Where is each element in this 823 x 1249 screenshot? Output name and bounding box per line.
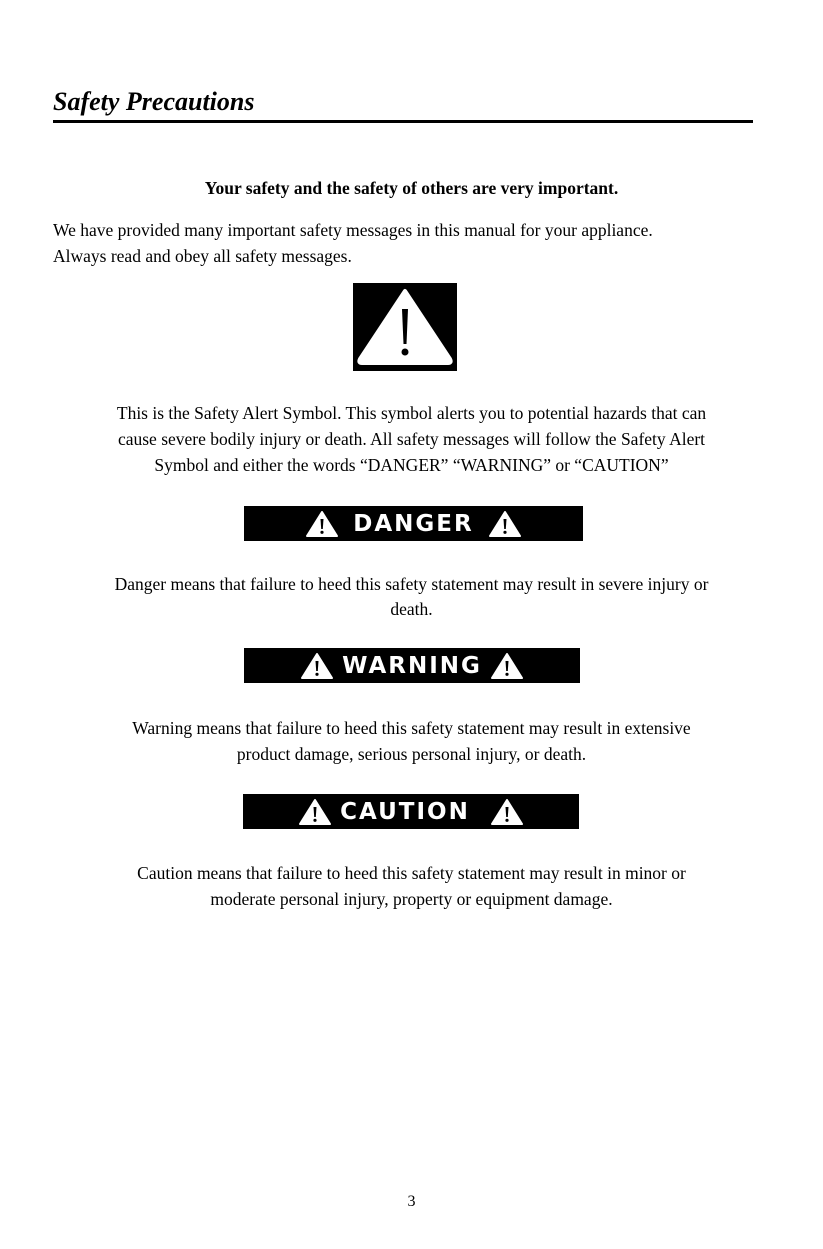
danger-banner (244, 506, 583, 541)
warning-label: WARNING (342, 652, 482, 679)
title-underline (53, 120, 753, 123)
warning-triangle-icon (490, 798, 524, 826)
intro-text-line-1: We have provided many important safety messages in this manual for your appliance. (53, 220, 653, 240)
page-number: 3 (407, 1193, 416, 1210)
caution-label: CAUTION (340, 798, 470, 825)
safety-importance-heading: Your safety and the safety of others are very important. (204, 178, 619, 198)
danger-description-line-1: Danger means that failure to heed this safety statement may result in severe injury or (114, 574, 709, 594)
warning-triangle-icon (298, 798, 332, 826)
alert-symbol-text-line-3: Symbol and either the words “DANGER” “WARNING” or “CAUTION” (154, 455, 669, 475)
warning-banner (244, 648, 580, 683)
safety-alert-symbol-icon (353, 283, 457, 371)
warning-description-line-1: Warning means that failure to heed this safety statement may result in extensive (132, 718, 691, 738)
caution-description-line-2: moderate personal injury, property or equipment damage. (210, 889, 613, 909)
danger-label: DANGER (353, 510, 474, 537)
warning-triangle-icon (300, 652, 334, 680)
warning-triangle-icon (305, 510, 339, 538)
page-title: Safety Precautions (53, 87, 255, 116)
intro-text-line-2: Always read and obey all safety messages. (53, 246, 352, 266)
warning-description-line-2: product damage, serious personal injury, or death. (236, 744, 587, 764)
caution-description-line-1: Caution means that failure to heed this safety statement may result in minor or (137, 863, 686, 883)
caution-banner (243, 794, 579, 829)
danger-description-line-2: death. (390, 599, 433, 619)
alert-symbol-text-line-1: This is the Safety Alert Symbol. This symbol alerts you to potential hazards that can (116, 403, 707, 423)
alert-symbol-text-line-2: cause severe bodily injury or death. All safety messages will follow the Safety Alert (117, 429, 706, 449)
warning-triangle-icon (488, 510, 522, 538)
warning-triangle-icon (490, 652, 524, 680)
